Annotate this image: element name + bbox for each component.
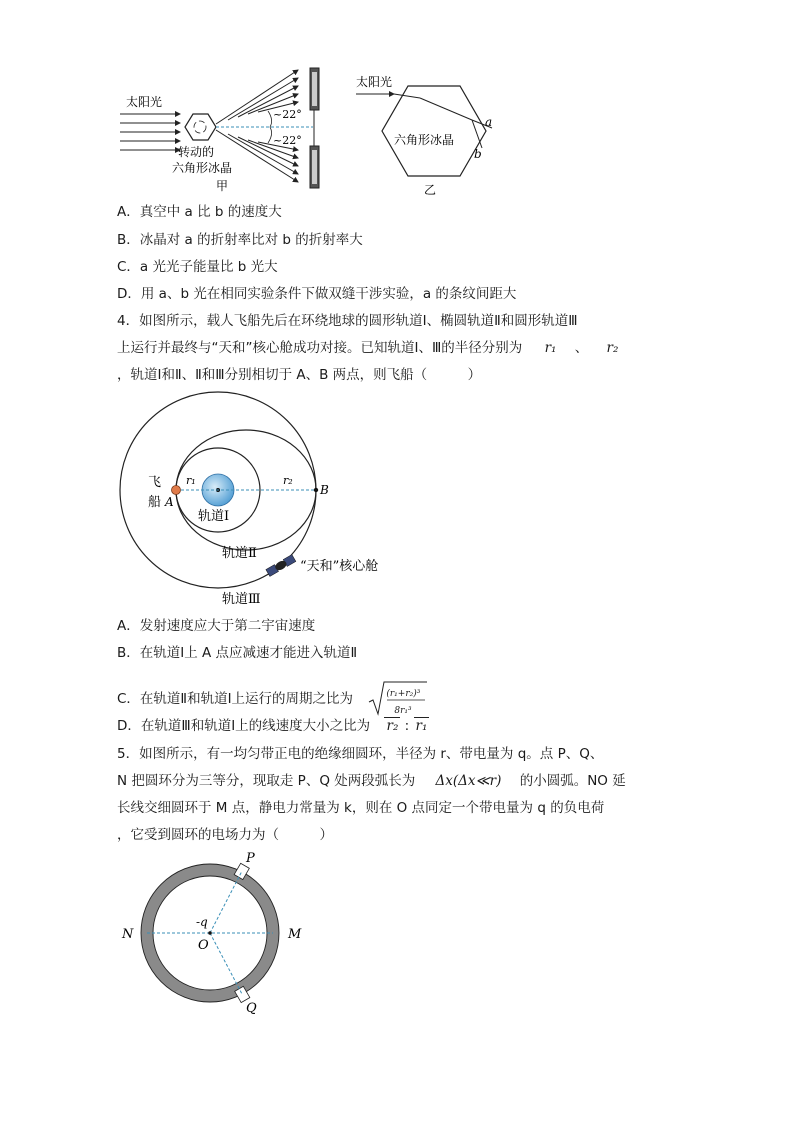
q5-line-2-text: N 把圆环分为三等分，现取走 P、Q 处两段弧长为	[117, 773, 416, 789]
q4-option-a: A．发射速度应大于第二宇宙速度	[117, 618, 316, 634]
rotating-label: 转动的	[178, 145, 215, 159]
ray-a-label: a	[485, 115, 493, 129]
caption-jia: 甲	[216, 179, 229, 193]
spaceship-dot-icon	[172, 486, 181, 495]
period-ratio-den: 8r₁³	[394, 706, 412, 716]
q3-option-b: B．冰晶对 a 的折射率比对 b 的折射率大	[117, 232, 363, 248]
figure-ring	[118, 848, 308, 1018]
sunlight-label-yi: 太阳光	[356, 75, 393, 89]
caption-yi: 乙	[424, 183, 437, 197]
q4-r1: r₁	[544, 340, 557, 356]
q4-line-1: 4．如图所示，载人飞船先后在环绕地球的圆形轨道Ⅰ、椭圆轨道Ⅱ和圆形轨道Ⅲ	[117, 313, 578, 329]
figure-orbits	[118, 386, 418, 616]
label-orbit-3: 轨道Ⅲ	[222, 592, 261, 607]
crystal-label-yi: 六角形冰晶	[394, 133, 455, 147]
q4-option-b: B．在轨道Ⅰ上 A 点应减速才能进入轨道Ⅱ	[117, 645, 358, 661]
label-r2: r₂	[283, 474, 293, 487]
q5-line-2	[117, 771, 626, 791]
space-station-icon	[266, 555, 296, 577]
q5-line-4: ，它受到圆环的电场力为（ ）	[117, 827, 333, 843]
incoming-rays	[120, 114, 180, 150]
label-p: P	[246, 851, 255, 866]
label-charge: -q	[196, 915, 208, 929]
q4-sep: 、	[574, 340, 589, 356]
sunlight-label: 太阳光	[126, 95, 163, 109]
hexagon-crystal-large	[382, 86, 486, 176]
label-station: “天和”核心舱	[300, 559, 379, 574]
label-b: B	[320, 483, 329, 497]
q5-arc-length: Δx(Δx≪r)	[435, 773, 502, 789]
label-ship-1: 飞	[148, 475, 162, 490]
q4-option-c-text: C．在轨道Ⅱ和轨道Ⅰ上运行的周期之比为	[117, 691, 354, 707]
q4-line-3: ，轨道Ⅰ和Ⅱ、Ⅱ和Ⅲ分别相切于 A、B 两点，则飞船（ ）	[117, 367, 482, 383]
label-orbit-2: 轨道Ⅱ	[222, 546, 257, 561]
q4-option-c	[117, 680, 429, 718]
label-ship-2: 船	[148, 495, 162, 510]
label-orbit-1: 轨道Ⅰ	[198, 509, 230, 524]
velocity-ratio-sep: :	[404, 718, 410, 734]
velocity-ratio-b: r₁	[415, 718, 428, 734]
label-a: A	[165, 495, 174, 509]
period-ratio-sqrt	[367, 680, 429, 718]
q3-option-d: D．用 a、b 光在相同实验条件下做双缝干涉实验，a 的条纹间距大	[117, 286, 517, 302]
q5-line-1: 5．如图所示，有一均匀带正电的绝缘细圆环，半径为 r、带电量为 q。点 P、Q、	[117, 746, 604, 762]
ray-b-label: b	[474, 147, 482, 161]
hexagon-crystal-icon	[185, 114, 216, 140]
label-n: N	[122, 927, 134, 942]
q3-option-a: A．真空中 a 比 b 的速度大	[117, 204, 282, 220]
label-o: O	[198, 938, 209, 953]
q4-option-d	[117, 716, 429, 736]
label-m: M	[288, 927, 302, 942]
q5-line-2-post: 的小圆弧。NO 延	[519, 773, 626, 789]
figure-jia	[118, 62, 333, 197]
q4-line-2	[117, 338, 618, 358]
velocity-ratio-a: r₂	[386, 718, 399, 734]
label-q: Q	[246, 1001, 257, 1016]
period-ratio-num: (r₁+r₂)³	[386, 689, 421, 699]
q3-option-c: C．a 光光子能量比 b 光大	[117, 259, 278, 275]
q5-line-3: 长线交细圆环于 M 点，静电力常量为 k，则在 O 点同定一个带电量为 q 的负电荷	[117, 800, 605, 816]
angle-down-label: ~22°	[273, 134, 302, 147]
figure-yi	[352, 68, 512, 198]
q4-r2: r₂	[606, 340, 619, 356]
label-r1: r₁	[186, 474, 196, 487]
point-b-dot	[314, 488, 318, 492]
q4-line-2-text: 上运行并最终与“天和”核心舱成功对接。已知轨道Ⅰ、Ⅲ的半径分别为	[117, 340, 523, 356]
crystal-label: 六角形冰晶	[172, 161, 233, 175]
angle-up-label: ~22°	[273, 108, 302, 121]
q4-option-d-text: D．在轨道Ⅲ和轨道Ⅰ上的线速度大小之比为	[117, 718, 371, 734]
